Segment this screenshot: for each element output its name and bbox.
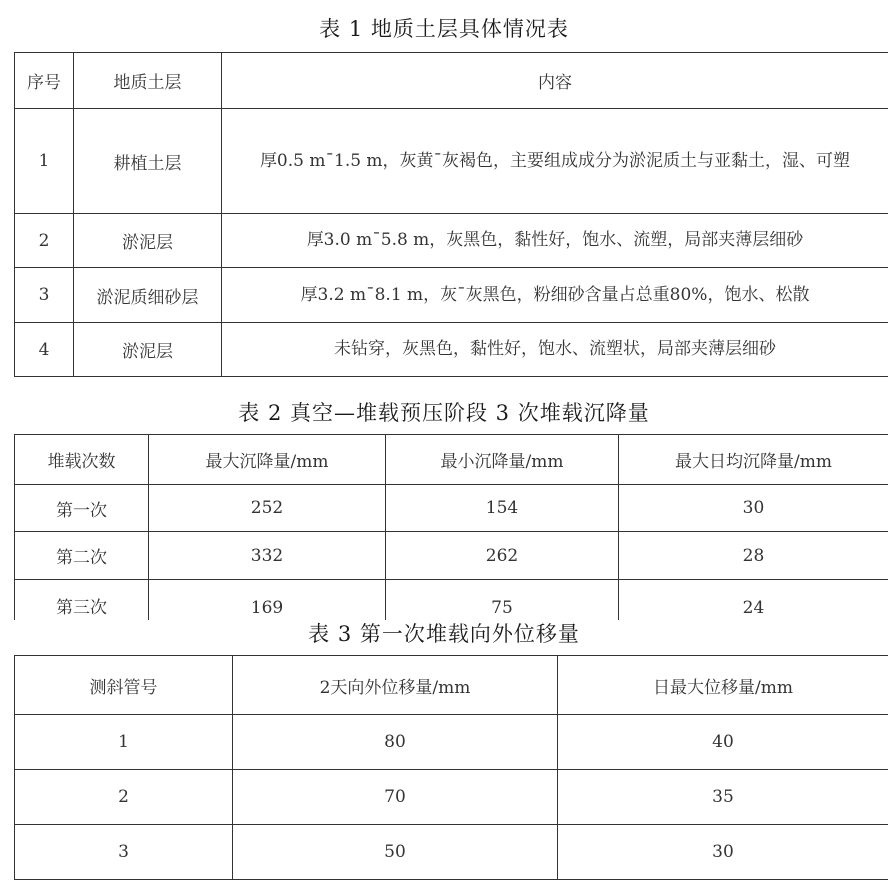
table-row: [15, 214, 888, 268]
table-cell: 2: [15, 770, 233, 825]
layer-description: 厚3.0 m¯5.8 m，灰黑色，黏性好，饱水、流塑，局部夹薄层细砂: [222, 214, 888, 268]
row-number: 4: [15, 323, 74, 377]
soil-layer-name: 淤泥层: [74, 323, 222, 377]
table-header-row: [15, 656, 888, 715]
table1-caption: 表 1 地质土层具体情况表: [319, 17, 569, 41]
table-cell: 332: [149, 532, 386, 580]
table-cell: 40: [558, 715, 888, 770]
column-header: 最大日均沉降量/mm: [619, 435, 888, 485]
table-cell: 第三次: [15, 580, 149, 620]
table-row: [15, 770, 888, 825]
table-header-row: [15, 435, 888, 485]
column-header: 序号: [15, 53, 74, 109]
column-header: 堆载次数: [15, 435, 149, 485]
column-header: 最小沉降量/mm: [386, 435, 619, 485]
column-header: 日最大位移量/mm: [558, 656, 888, 715]
soil-layer-name: 耕植土层: [74, 109, 222, 214]
row-number: 1: [15, 109, 74, 214]
table-row: [15, 825, 888, 880]
table-cell: 262: [386, 532, 619, 580]
table-cell: 154: [386, 485, 619, 532]
table2-caption: 表 2 真空—堆载预压阶段 3 次堆载沉降量: [238, 401, 650, 425]
table3-caption: 表 3 第一次堆载向外位移量: [308, 622, 580, 646]
table-cell: 169: [149, 580, 386, 620]
column-header: 地质土层: [74, 53, 222, 109]
layer-description: 厚3.2 m¯8.1 m，灰¯灰黑色，粉细砂含量占总重80%，饱水、松散: [222, 268, 888, 323]
settlement-table: [14, 434, 888, 620]
table-row: [15, 268, 888, 323]
table-header-row: [15, 53, 888, 109]
layer-description: 厚0.5 m¯1.5 m，灰黄¯灰褐色，主要组成成分为淤泥质土与亚黏土，湿、可塑: [222, 109, 888, 214]
table-cell: 28: [619, 532, 888, 580]
table-row: [15, 109, 888, 214]
row-number: 2: [15, 214, 74, 268]
displacement-table: [14, 655, 888, 880]
soil-layer-table: [14, 52, 888, 377]
table-cell: 3: [15, 825, 233, 880]
table-cell: 30: [619, 485, 888, 532]
row-number: 3: [15, 268, 74, 323]
table-cell: 第一次: [15, 485, 149, 532]
table-cell: 80: [233, 715, 558, 770]
table-row: [15, 580, 888, 620]
column-header: 内容: [222, 53, 888, 109]
table-row: [15, 715, 888, 770]
table-cell: 第二次: [15, 532, 149, 580]
table-cell: 75: [386, 580, 619, 620]
column-header: 最大沉降量/mm: [149, 435, 386, 485]
layer-description: 未钻穿，灰黑色，黏性好，饱水、流塑状，局部夹薄层细砂: [222, 323, 888, 377]
table-row: [15, 323, 888, 377]
table-row: [15, 485, 888, 532]
soil-layer-name: 淤泥层: [74, 214, 222, 268]
column-header: 2天向外位移量/mm: [233, 656, 558, 715]
table-cell: 35: [558, 770, 888, 825]
table-cell: 30: [558, 825, 888, 880]
table-cell: 50: [233, 825, 558, 880]
table-cell: 1: [15, 715, 233, 770]
table-cell: 70: [233, 770, 558, 825]
table-cell: 24: [619, 580, 888, 620]
table-row: [15, 532, 888, 580]
column-header: 测斜管号: [15, 656, 233, 715]
soil-layer-name: 淤泥质细砂层: [74, 268, 222, 323]
table-cell: 252: [149, 485, 386, 532]
